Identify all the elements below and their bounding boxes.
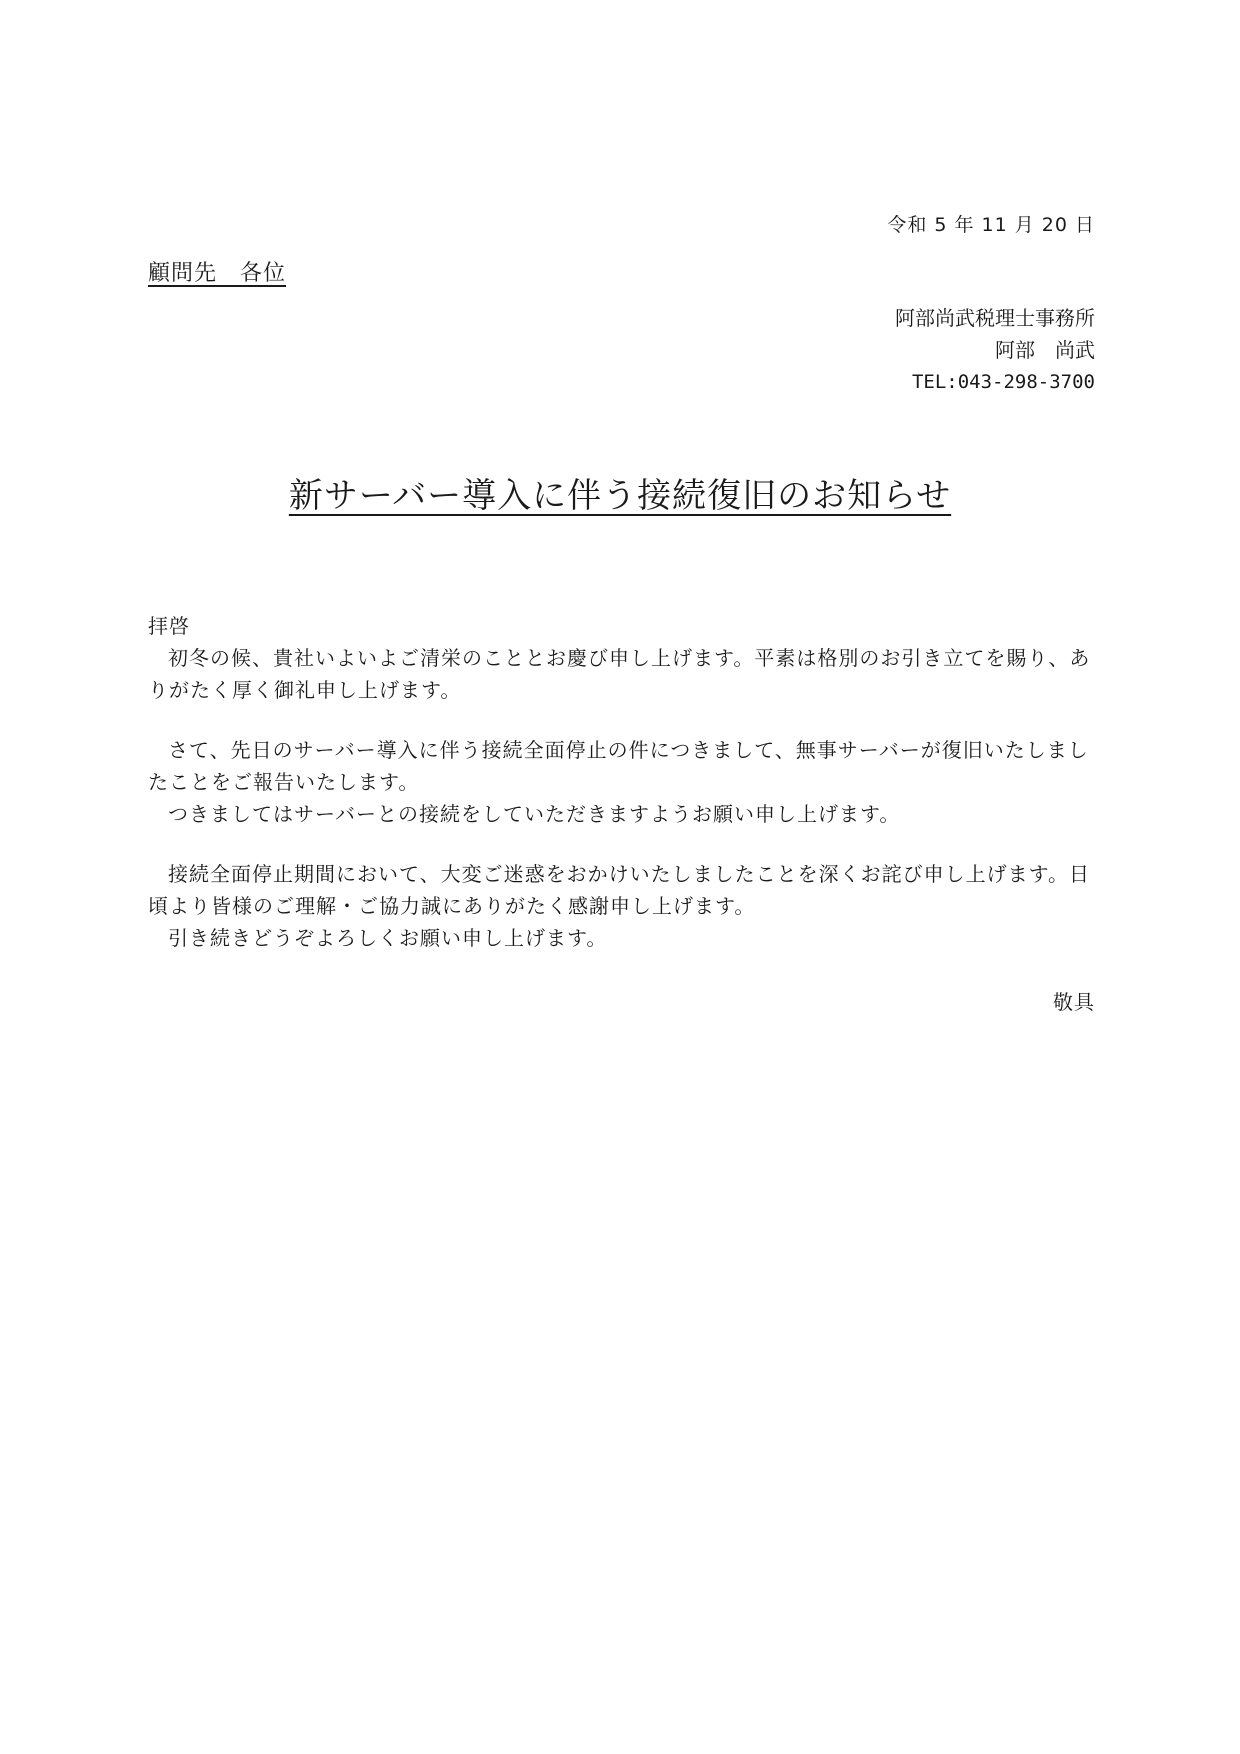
- document-title: [0, 468, 1240, 517]
- sender-block: [895, 302, 1095, 398]
- opening-salutation: 拝啓: [148, 614, 190, 638]
- sender-name: 阿部 尚武: [995, 338, 1095, 362]
- paragraph-continued: 引き続きどうぞよろしくお願い申し上げます。: [168, 926, 608, 950]
- letter-body: [148, 610, 1098, 954]
- paragraph-restoration: さて、先日のサーバー導入に伴う接続全面停止の件につきまして、無事サーバーが復旧いたしましたことをご報告いたします。: [148, 738, 1089, 794]
- paragraph-request: つきましてはサーバーとの接続をしていただきますようお願い申し上げます。: [168, 802, 901, 826]
- paragraph-apology: 接続全面停止期間において、大変ご迷惑をおかけいたしましたことを深くお詫び申し上げます。日頃より皆様のご理解・ご協力誠にありがたく感謝申し上げます。: [148, 862, 1090, 918]
- paragraph-greeting: 初冬の候、貴社いよいよご清栄のこととお慶び申し上げます。平素は格別のお引き立てを賜り、ありがたく厚く御礼申し上げます。: [148, 646, 1091, 702]
- closing-salutation: 敬具: [1053, 990, 1095, 1014]
- sender-tel: TEL:043-298-3700: [911, 371, 1095, 393]
- letter-date: 令和 5 年 11 月 20 日: [887, 214, 1095, 236]
- document-title-text: 新サーバー導入に伴う接続復旧のお知らせ: [288, 476, 952, 516]
- sender-office: 阿部尚武税理士事務所: [895, 306, 1095, 330]
- addressee: 顧問先 各位: [148, 261, 287, 286]
